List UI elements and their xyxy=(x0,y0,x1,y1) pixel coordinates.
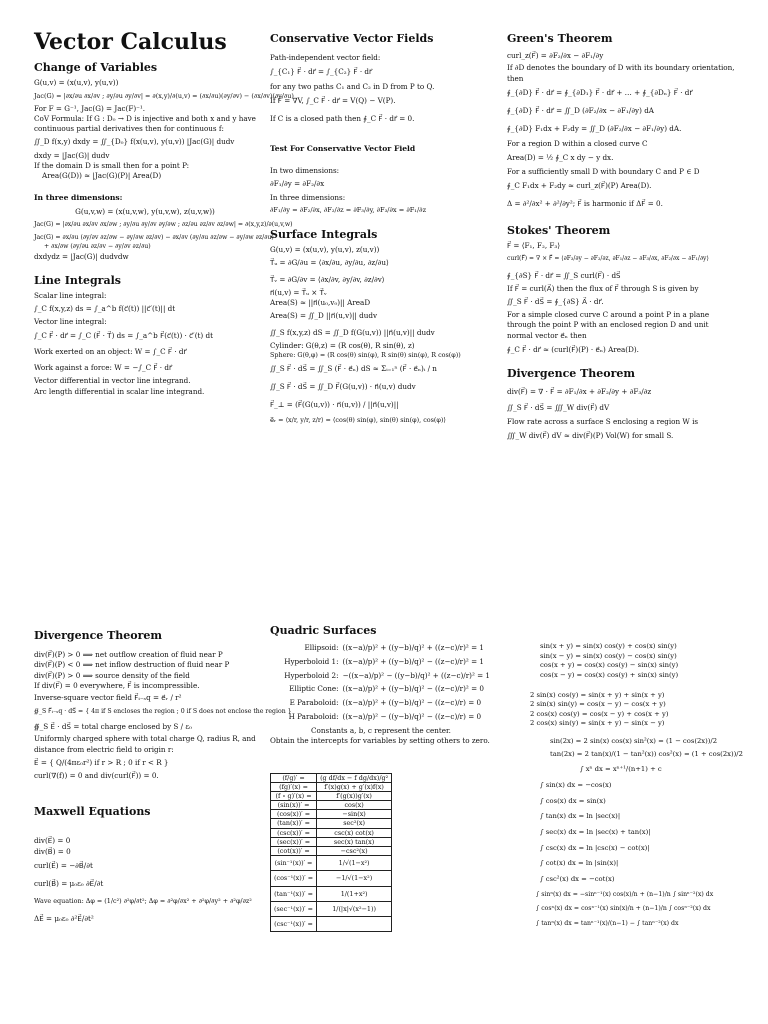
quadric-row xyxy=(270,710,492,724)
maxwell-line: div(B⃗) = 0 xyxy=(34,846,71,856)
surface-line: Area(S) ≈ ||n⃗(u₀,v₀)|| AreaD xyxy=(270,298,371,308)
derivative-lhs: (fg)′(x) = xyxy=(271,782,317,791)
surface-line: G(u,v) = (x(u,v), y(u,v), z(u,v)) xyxy=(270,245,380,255)
integral-line: ∫ cos(x) dx = sin(x) xyxy=(540,796,606,805)
divergence-line: ∭_W div(F⃗) dV ≈ div(F⃗)(P) Vol(W) for small S. xyxy=(507,430,674,440)
divergence-2-line: ∯_S F⃗ᵢ₋ₛq · dS⃗ = { 4π if S encloses the region ; 0 if S does not enclose the region } xyxy=(34,708,292,716)
integral-line: ∫ cot(x) dx = ln |sin(x)| xyxy=(540,859,619,868)
surface-line: ∬_S f(x,y,z) dS = ∬_D f(G(u,v)) ||n⃗(u,v)|| dudv xyxy=(270,327,435,337)
greens-theorem-heading: Green's Theorem xyxy=(507,32,613,45)
divergence-2-line: Uniformly charged sphere with total charge Q, radius R, and distance from electric field to origin r: xyxy=(34,734,256,754)
derivative-lhs: (tan(x))′ = xyxy=(271,819,317,828)
trig-line: cos(x + y) = cos(x) cos(y) − sin(x) sin(y) xyxy=(540,661,679,670)
derivative-row xyxy=(271,847,392,856)
derivative-row xyxy=(271,819,392,828)
stokes-line: ∮_C F⃗ · dr⃗ ≈ (curl(F⃗)(P) · e⃗ₙ) Area(D). xyxy=(507,344,639,354)
integral-line: ∫ csc²(x) dx = −cot(x) xyxy=(540,874,615,883)
greens-line: ∮_C F₁dx + F₂dy ≈ curl_z(F⃗)(P) Area(D). xyxy=(507,181,652,191)
greens-line: Δ = ∂²/∂x² + ∂²/∂y²; F⃗ is harmonic if ΔF⃗ = 0. xyxy=(507,199,663,209)
divergence-theorem-2-heading: Divergence Theorem xyxy=(34,629,163,642)
stokes-line: F⃗ = ⟨F₁, F₂, F₃⟩ xyxy=(507,240,561,250)
trig-line: sin(x − y) = sin(x) cos(y) − cos(x) sin(y) xyxy=(540,651,677,660)
quadric-name: Hyperboloid 1: xyxy=(284,656,339,666)
column-1-bottom xyxy=(34,622,292,929)
surface-integrals-heading: Surface Integrals xyxy=(270,228,378,242)
quadric-note: Obtain the intercepts for variables by setting others to zero. xyxy=(270,736,490,746)
surface-line: Area(S) = ∬_D ||n⃗(u,v)|| dudv xyxy=(270,311,378,321)
surface-line: F⃗_⊥ = (F⃗(G(u,v)) · n⃗(u,v)) / ||n⃗(u,v)|| xyxy=(270,399,399,409)
quadric-equation: ((x−a)/p)² + ((y−b)/q)² − ((z−c)/r) = 0 xyxy=(342,698,482,708)
derivative-rhs: cos(x) xyxy=(317,801,392,810)
conservative-line: If F⃗ = ∇V, ∫_C F⃗ · dr⃗ = V(Q) − V(P). xyxy=(270,95,396,105)
cov-line: If the domain D is small then for a point P: xyxy=(34,160,190,170)
line-integral-line: Scalar line integral: xyxy=(34,291,107,301)
line-integral-line: Vector differential in vector line integrand. xyxy=(34,376,191,386)
maxwell-line: div(E⃗) = 0 xyxy=(34,836,71,846)
conservative-fields-heading: Conservative Vector Fields xyxy=(270,32,434,45)
divergence-2-line: E⃗ = { Q/(4πε₀r²) if r > R ; 0 if r < R } xyxy=(34,757,169,767)
surface-line: T⃗ᵥ = ∂G/∂v = ⟨∂x/∂v, ∂y/∂v, ∂z/∂v⟩ xyxy=(270,274,385,284)
integral-line: ∫ tanⁿ(x) dx = tanⁿ⁻¹(x)/(n−1) − ∫ tanⁿ⁻²(x) dx xyxy=(536,920,679,928)
conservative-test-line: In three dimensions: xyxy=(270,192,346,202)
trig-line: tan(2x) = 2 tan(x)/(1 − tan²(x)) cos²(x) = (1 + cos(2x))/2 xyxy=(550,749,743,758)
derivative-row xyxy=(271,791,392,800)
quadric-row xyxy=(270,669,492,683)
trig-line: sin(2x) = 2 sin(x) cos(x) sin²(x) = (1 − cos(2x))/2 xyxy=(550,737,718,746)
divergence-line: div(F⃗) = ∇ · F⃗ = ∂F₁/∂x + ∂F₂/∂y + ∂F₃/∂z xyxy=(507,387,652,397)
quadric-name: Hyperboloid 2: xyxy=(284,670,339,680)
derivative-rhs: −csc²(x) xyxy=(317,847,392,856)
conservative-line: for any two paths C₁ and C₂ in D from P to Q. xyxy=(270,81,435,91)
divergence-2-line: div(F⃗)(P) > 0 ⟹ source density of the field xyxy=(34,670,190,680)
greens-line: If ∂D denotes the boundary of D with its boundary orientation, then xyxy=(507,63,735,83)
derivative-lhs: (sec(x))′ = xyxy=(271,837,317,846)
derivative-lhs: (f/g)′ = xyxy=(271,773,317,782)
quadric-row xyxy=(270,641,492,655)
derivative-lhs: (tan⁻¹(x))′ = xyxy=(271,886,317,901)
conservative-line: Path-independent vector field: xyxy=(270,53,381,63)
trig-line: 2 cos(x) sin(y) = sin(x + y) − sin(x − y) xyxy=(530,719,665,728)
quadric-equation: ((x−a)/p)² + ((y−b)/q)² + ((z−c)/r)² = 1 xyxy=(342,642,484,652)
conservative-test-line: ∂F₁/∂y = ∂F₂/∂x xyxy=(270,179,325,189)
cov3-line: Jac(G) = |∂x/∂u ∂x/∂v ∂x/∂w ; ∂y/∂u ∂y/∂v ∂y/∂w ; ∂z/∂u ∂z/∂v ∂z/∂w| = ∂(x,y,z)/∂(u,v,w) xyxy=(34,221,293,229)
derivative-row xyxy=(271,810,392,819)
integral-line: ∫ csc(x) dx = ln |csc(x) − cot(x)| xyxy=(540,843,650,852)
derivative-lhs: (csc(x))′ = xyxy=(271,828,317,837)
integral-line: ∫ cosⁿ(x) dx = cosⁿ⁻¹(x) sin(x)/n + (n−1)/n ∫ cosⁿ⁻²(x) dx xyxy=(536,905,711,913)
derivative-row xyxy=(271,828,392,837)
cov-line: ∬_D f(x,y) dxdy = ∬_{D₀} f(x(u,v), y(u,v)) |Jac(G)| dudv xyxy=(34,137,235,147)
surface-line: n⃗(u,v) = T⃗ᵤ × T⃗ᵥ xyxy=(270,287,327,297)
stokes-line: ∬_S F⃗ · dS⃗ = ∮_{∂S} A⃗ · dr⃗. xyxy=(507,296,604,306)
cov-line: Jac(G) = |∂x/∂u ∂x/∂v ; ∂y/∂u ∂y/∂v| = ∂(x,y)/∂(u,v) = (∂x/∂u)(∂y/∂v) − (∂x/∂v)(∂y/∂u) xyxy=(34,91,294,100)
conservative-test-line: ∂F₁/∂y = ∂F₂/∂x, ∂F₂/∂z = ∂F₃/∂y, ∂F₃/∂x = ∂F₁/∂z xyxy=(270,205,427,214)
cov-line: dxdy = |Jac(G)| dudv xyxy=(34,150,110,160)
greens-line: Area(D) = ½ ∮_C x dy − y dx. xyxy=(507,152,614,162)
quadric-row xyxy=(270,696,492,710)
maxwell-line: ΔE⃗ = μ₀ε₀ ∂²E⃗/∂t² xyxy=(34,914,94,924)
document-title: Vector Calculus xyxy=(34,29,227,55)
derivative-row xyxy=(271,916,392,931)
surface-line: e⃗ᵣ = ⟨x/r, y/r, z/r⟩ = ⟨cos(θ) sin(φ), sin(θ) sin(φ), cos(φ)⟩ xyxy=(270,415,446,424)
stokes-line: ∮_{∂S} F⃗ · dr⃗ = ∬_S curl(F⃗) · dS⃗ xyxy=(507,270,621,280)
trig-line: sin(x + y) = sin(x) cos(y) + cos(x) sin(y) xyxy=(540,642,677,650)
quadric-equation: ((x−a)/p)² + ((y−b)/q)² − ((z−c)/r)² = 0 xyxy=(342,684,484,694)
surface-line: ∬_S F⃗ · dS⃗ = ∬_S (F⃗ · e⃗ₙ) dS ≈ Σᵢ₌₁ⁿ (F⃗ · e⃗ₙ)ᵢ / n xyxy=(270,364,437,374)
greens-line: ∮_{∂D} F₁dx + F₂dy = ∬_D (∂F₂/∂x − ∂F₁/∂y) dA. xyxy=(507,124,682,134)
derivative-row xyxy=(271,782,392,791)
derivative-rhs: −1/√(1−x²) xyxy=(317,871,392,886)
derivative-rhs: 1/(1+x²) xyxy=(317,886,392,901)
maxwell-line: curl(E⃗) = −∂B⃗/∂t xyxy=(34,860,93,870)
cov-line: CoV Formula: If G : D₀ → D is injective and both x and y have continuous partial derivatives then for continuous f: xyxy=(34,113,256,134)
divergence-2-line: Inverse-square vector field F⃗ᵢ₋ₛq = e⃗ᵣ / r² xyxy=(34,693,182,703)
derivative-rhs: −sin(x) xyxy=(317,810,392,819)
derivative-row xyxy=(271,856,392,871)
column-3-bottom xyxy=(530,642,760,932)
derivative-rhs: 1/√(1−x²) xyxy=(317,856,392,871)
line-integrals-heading: Line Integrals xyxy=(34,273,121,287)
divergence-2-line: curl(∇(f)) = 0 and div(curl(F⃗)) = 0. xyxy=(34,770,159,780)
cov-line: For F = G⁻¹, Jac(G) = Jac(F)⁻¹. xyxy=(34,103,146,113)
derivatives-table xyxy=(270,773,392,933)
quadric-table xyxy=(270,641,492,724)
greens-line: For a region D within a closed curve C xyxy=(507,138,648,148)
derivative-lhs: (f ∘ g)′(x) = xyxy=(271,791,317,800)
line-integral-line: Work exerted on an object: W = ∫_C F⃗ · dr⃗ xyxy=(34,346,187,356)
cov3-line: G(u,v,w) = (x(u,v,w), y(u,v,w), z(u,v,w)) xyxy=(75,207,215,216)
quadric-note: Constants a, b, c represent the center. xyxy=(311,726,451,736)
column-2-bottom xyxy=(270,624,492,932)
line-integral-line: Arc length differential in scalar line integrand. xyxy=(34,386,205,396)
quadric-surfaces-heading: Quadric Surfaces xyxy=(270,624,377,637)
greens-line: curl_z(F⃗) = ∂F₂/∂x − ∂F₁/∂y xyxy=(507,51,604,61)
derivative-lhs: (cos⁻¹(x))′ = xyxy=(271,871,317,886)
derivative-rhs xyxy=(317,916,392,931)
stokes-line: curl(F⃗) = ∇ × F⃗ = ⟨∂F₃/∂y − ∂F₂/∂z, ∂F₁/∂z − ∂F₃/∂x, ∂F₂/∂x − ∂F₁/∂y⟩ xyxy=(507,255,709,262)
line-integral-line: ∫_C f(x,y,z) ds = ∫_a^b f(c⃗(t)) ||c⃗′(t)|| dt xyxy=(34,304,176,314)
greens-line: For a sufficiently small D with boundary C and P ∈ D xyxy=(507,166,700,176)
trig-line: 2 sin(x) cos(y) = sin(x + y) + sin(x + y) xyxy=(530,690,665,699)
cov3-line: Jac(G) = ∂x/∂u (∂y/∂v ∂z/∂w − ∂y/∂w ∂z/∂v) − ∂x/∂v (∂y/∂u ∂z/∂w − ∂y/∂w ∂z/∂u) xyxy=(34,234,274,242)
derivative-lhs: (cot(x))′ = xyxy=(271,847,317,856)
cov3-line: + ∂x/∂w (∂y/∂u ∂z/∂v − ∂y/∂v ∂z/∂u) xyxy=(44,242,151,250)
trig-line: 2 cos(x) cos(y) = cos(x − y) + cos(x + y) xyxy=(530,709,669,718)
stokes-theorem-heading: Stokes' Theorem xyxy=(507,223,611,237)
trig-line: 2 sin(x) sin(y) = cos(x − y) − cos(x + y) xyxy=(530,700,666,709)
derivative-rhs: sec(x) tan(x) xyxy=(317,837,392,846)
greens-line: ∮_{∂D} F⃗ · dr⃗ = ∮_{∂D₁} F⃗ · dr⃗ + … + ∮_{∂Dₙ} F⃗ · dr⃗ xyxy=(507,87,693,97)
divergence-2-line: ∯_S E⃗ · dS⃗ = total charge enclosed by S / ε₀ xyxy=(34,722,192,732)
column-2-top xyxy=(270,32,492,428)
line-integral-line: Work against a force: W = −∫_C F⃗ · dr⃗ xyxy=(34,363,172,373)
derivative-lhs: (cos(x))′ = xyxy=(271,810,317,819)
divergence-2-line: If div(F⃗) = 0 everywhere, F⃗ is incompressible. xyxy=(34,680,200,690)
quadric-name: E Paraboloid: xyxy=(289,698,339,708)
cov-line: G(u,v) = (x(u,v), y(u,v)) xyxy=(34,78,119,88)
conservative-test-heading: Test For Conservative Vector Field xyxy=(270,144,416,154)
maxwell-line: curl(B⃗) = μ₀ε₀ ∂E⃗/∂t xyxy=(34,879,104,889)
derivative-row xyxy=(271,837,392,846)
integral-line: ∫ tan(x) dx = ln |sec(x)| xyxy=(540,812,621,821)
change-of-variables-heading: Change of Variables xyxy=(34,61,158,75)
integral-line: ∫ sec(x) dx = ln |sec(x) + tan(x)| xyxy=(540,827,651,836)
maxwell-line: Wave equation: Δφ = (1/c²) ∂²φ/∂t²; Δφ = ∂²φ/∂x² + ∂²φ/∂y² + ∂²φ/∂z² xyxy=(34,897,252,906)
three-dimensions-heading: In three dimensions: xyxy=(34,193,123,203)
derivative-rhs: 1/(|x|√(x²−1)) xyxy=(317,901,392,916)
divergence-theorem-heading: Divergence Theorem xyxy=(507,367,636,381)
cov-line: Area(G(D)) ≈ |Jac(G)(P)| Area(D) xyxy=(42,171,162,180)
derivative-row xyxy=(271,871,392,886)
quadric-name: Elliptic Cone: xyxy=(289,684,339,694)
maxwell-equations-heading: Maxwell Equations xyxy=(34,805,151,819)
stokes-line: For a simple closed curve C around a point P in a plane through the point P with an enclosed region D and unit normal vector e⃗ₙ then xyxy=(507,310,710,340)
divergence-line: Flow rate across a surface S enclosing a region W is xyxy=(507,416,699,426)
derivative-row xyxy=(271,773,392,782)
derivative-row xyxy=(271,801,392,810)
trig-line: cos(x − y) = cos(x) cos(y) + sin(x) sin(y) xyxy=(540,670,679,679)
derivative-rhs: csc(x) cot(x) xyxy=(317,828,392,837)
derivative-row xyxy=(271,886,392,901)
cov3-line: dxdydz = |Jac(G)| dudvdw xyxy=(34,251,129,261)
quadric-name: H Paraboloid: xyxy=(288,712,339,722)
derivative-row xyxy=(271,901,392,916)
column-1-top xyxy=(34,29,294,397)
integral-line: ∫ sinⁿ(x) dx = −sinⁿ⁻¹(x) cos(x)/n + (n−1)/n ∫ sinⁿ⁻²(x) dx xyxy=(536,890,714,898)
quadric-equation: ((x−a)/p)² − ((y−b)/q)² − ((z−c)/r) = 0 xyxy=(342,712,482,722)
column-3-top xyxy=(507,32,735,445)
conservative-line: ∫_{C₁} F⃗ · dr⃗ = ∫_{C₂} F⃗ · dr⃗ xyxy=(270,67,372,77)
stokes-line: If F⃗ = curl(A⃗) then the flux of F⃗ through S is given by xyxy=(507,283,699,293)
line-integral-line: ∫_C F⃗ · dr⃗ = ∫_C (F⃗ · T⃗) ds = ∫_a^b F⃗(c⃗(t)) · c⃗′(t) dt xyxy=(34,330,213,340)
derivative-lhs: (sin⁻¹(x))′ = xyxy=(271,856,317,871)
line-integral-line: Vector line integral: xyxy=(34,317,107,327)
quadric-equation: −((x−a)/p)² − ((y−b)/q)² + ((z−c)/r)² = 1 xyxy=(342,670,490,680)
divergence-line: ∬_S F⃗ · dS⃗ = ∭_W div(F⃗) dV xyxy=(507,403,610,413)
derivative-rhs: f′(x)g(x) + g′(x)f(x) xyxy=(317,782,392,791)
derivative-rhs: sec²(x) xyxy=(317,819,392,828)
surface-line: Sphere: G(θ,φ) = (R cos(θ) sin(φ), R sin(θ) sin(φ), R cos(φ)) xyxy=(270,351,461,360)
derivative-rhs: f′(g(x))g′(x) xyxy=(317,791,392,800)
derivative-lhs: (sec⁻¹(x))′ = xyxy=(271,901,317,916)
greens-line: ∮_{∂D} F⃗ · dr⃗ = ∬_D (∂F₂/∂x − ∂F₁/∂y) dA xyxy=(507,106,654,116)
derivative-lhs: (csc⁻¹(x))′ = xyxy=(271,916,317,931)
surface-line: ∬_S F⃗ · dS⃗ = ∬_D F⃗(G(u,v)) · n⃗(u,v) dudv xyxy=(270,382,416,392)
quadric-row xyxy=(270,655,492,669)
divergence-2-line: div(F⃗)(P) < 0 ⟹ net inflow destruction of fluid near P xyxy=(34,660,230,670)
derivative-rhs: (g df/dx − f dg/dx)/g² xyxy=(317,773,392,782)
integral-line: ∫ xⁿ dx = xⁿ⁺¹/(n+1) + c xyxy=(580,765,662,774)
divergence-2-line: div(F⃗)(P) > 0 ⟹ net outflow creation of fluid near P xyxy=(34,650,223,660)
conservative-test-line: In two dimensions: xyxy=(270,166,340,176)
surface-line: Cylinder: G(θ,z) = (R cos(θ), R sin(θ), z) xyxy=(270,340,415,350)
surface-line: T⃗ᵤ = ∂G/∂u = ⟨∂x/∂u, ∂y/∂u, ∂z/∂u⟩ xyxy=(270,258,389,268)
quadric-equation: ((x−a)/p)² + ((y−b)/q)² − ((z−c)/r)² = 1 xyxy=(342,656,484,666)
integral-line: ∫ sin(x) dx = −cos(x) xyxy=(540,781,612,790)
derivative-lhs: (sin(x))′ = xyxy=(271,801,317,810)
conservative-line: If C is a closed path then ∮_C F⃗ · dr⃗ = 0. xyxy=(270,114,415,124)
quadric-row xyxy=(270,683,492,697)
quadric-name: Ellipsoid: xyxy=(304,642,339,652)
